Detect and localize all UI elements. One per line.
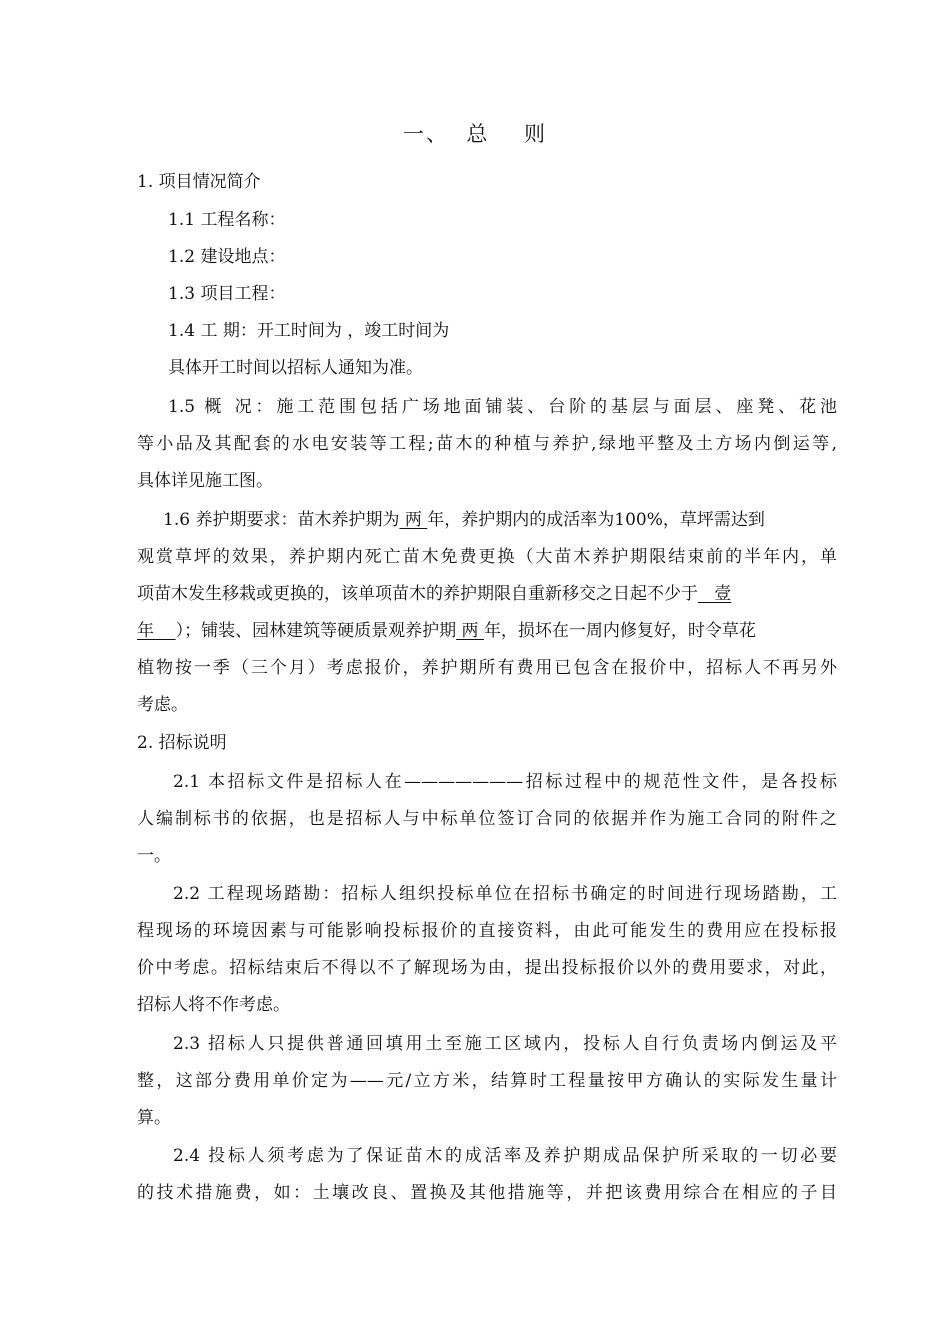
item-1-5-line-3: 具体详见施工图。 [137,471,273,491]
item-1-6-line-6: 考虑。 [137,695,188,715]
item-2-2-line-2: 程现场的环境因素与可能影响投标报价的直接资料，由此可能发生的费用应在投标报 [137,921,837,941]
item-1-4: 1.4 工 期：开工时间为 ，竣工时间为 [168,321,450,341]
item-1-6-line-2: 观赏草坪的效果，养护期内死亡苗木免费更换（大苗木养护期限结束前的半年内，单 [137,547,837,567]
maintenance-period-value: 两 [404,510,422,530]
item-2-4-line-2: 的技术措施费，如：土壤改良、置换及其他措施等，并把该费用综合在相应的子目 [137,1183,837,1203]
item-2-2-line-4: 招标人将不作考虑。 [137,995,290,1015]
item-2-4-line-1: 2.4 投标人须考虑为了保证苗木的成活率及养护期成品保护所采取的一切必要 [173,1146,837,1166]
min-period-value: 壹 [714,584,732,604]
item-2-3-line-2: 整，这部分费用单价定为——元/立方米，结算时工程量按甲方确认的实际发生量计 [137,1071,837,1091]
item-1-5-line-2: 等小品及其配套的水电安装等工程;苗木的种植与养护,绿地平整及土方场内倒运等, [137,434,837,454]
text: 项苗木发生移栽或更换的，该单项苗木的养护期限自重新移交之日起不少于 [137,584,698,604]
item-2-1-line-1: 2.1 本招标文件是招标人在———————招标过程中的规范性文件，是各投标 [173,772,837,792]
item-1-6-line-5: 植物按一季（三个月）考虑报价，养护期所有费用已包含在报价中，招标人不再另外 [137,658,837,678]
item-2-3-line-3: 算。 [137,1108,171,1128]
page-title: 一、 总 则 [402,122,548,146]
section-heading-1: 1. 项目情况简介 [137,172,261,192]
hardscape-period-value: 两 [461,621,479,641]
text: ）；铺装、园林建筑等硬质景观养护期 [175,621,457,641]
item-2-3-line-1: 2.3 招标人只提供普通回填用土至施工区域内，投标人自行负责场内倒运及平 [173,1034,837,1054]
item-1-5-line-1: 1.5 概 况：施工范围包括广场地面铺装、台阶的基层与面层、座凳、花池 [168,397,837,417]
item-2-2-line-1: 2.2 工程现场踏勘：招标人组织投标单位在招标书确定的时间进行现场踏勘，工 [173,884,837,904]
item-1-6-line-3 [137,584,837,604]
item-1-1: 1.1 工程名称： [168,210,286,230]
text: 年，养护期内的成活率为100%，草坪需达到 [427,510,765,530]
item-1-3: 1.3 项目工程： [168,284,286,304]
item-2-1-line-2: 人编制标书的依据，也是招标人与中标单位签订合同的依据并作为施工合同的附件之 [137,809,837,829]
section-heading-2: 2. 招标说明 [137,733,227,753]
min-period-unit: 年 [137,621,154,641]
item-1-2: 1.2 建设地点： [168,247,286,267]
item-2-1-line-3: 一。 [137,846,171,866]
item-1-6-line-4 [137,621,837,641]
item-1-4-note: 具体开工时间以招标人通知为准。 [168,358,423,378]
item-2-2-line-3: 价中考虑。招标结束后不得以不了解现场为由，提出投标报价以外的费用要求，对此， [137,958,837,978]
text: 年，损坏在一周内修复好，时令草花 [483,621,756,641]
text: 1.6 养护期要求：苗木养护期为 [163,510,400,530]
item-1-6-line-1 [163,510,837,530]
